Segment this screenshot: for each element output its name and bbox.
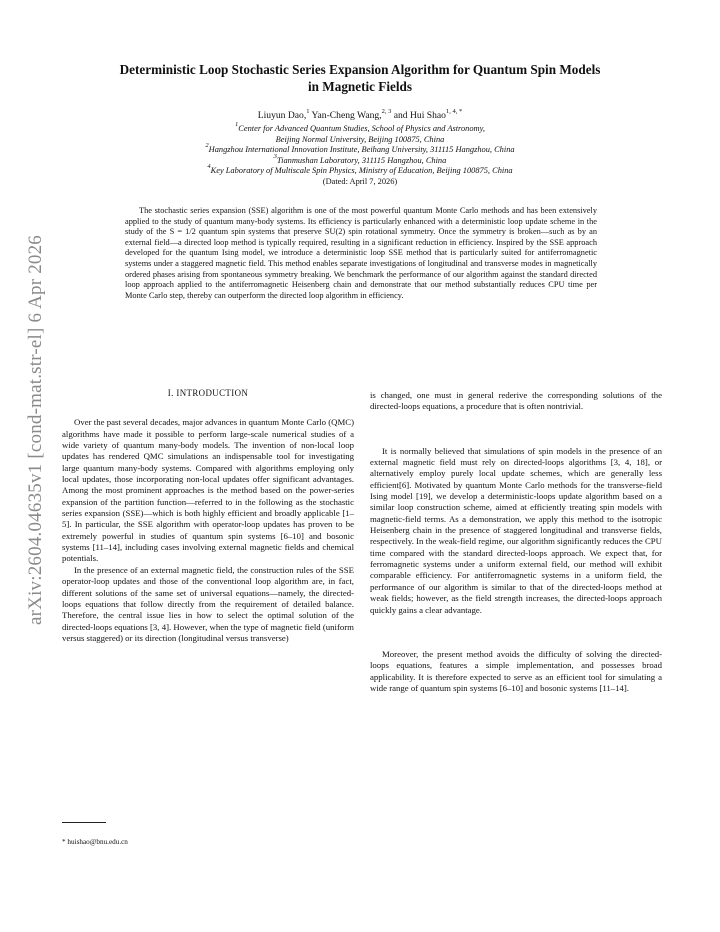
left-column — [62, 388, 354, 644]
abstract: The stochastic series expansion (SSE) algorithm is one of the most powerful quantum Monte Carlo methods and has been extensively applied to the study of quantum many-body systems. Its efficiency is particularly enhanced with a deterministic loop update scheme in the study of the S = 1/2 quantum spin systems that preserve SU(2) spin rotational symmetry. Once the symmetry is broken—such as by an external field—a directed loop method is typically required, resulting in a significant reduction in efficiency. Inspired by the SSE approach developed for the quantum Ising model, we introduce a deterministic loop SSE method that is particularly suited for antiferromagnetic systems under a staggered magnetic field. This method enables separate investigations of longitudinal and transverse modes in magnetically ordered phases arising from spontaneous symmetry breaking. We benchmark the performance of our algorithm against the standard directed loop approach applied to the antiferromagnetic Heisenberg chain and demonstrate that our method substantially reduces CPU time per Monte Carlo step, thereby can outperform the directed loop algorithm in efficiency. — [125, 206, 597, 300]
footnote-rule — [62, 822, 106, 823]
author-conjunction: and — [393, 110, 408, 121]
author-2-name: Yan-Cheng Wang, — [311, 110, 382, 121]
author-3-name: Hui Shao — [410, 110, 446, 121]
author-3-affil: 1, 4, * — [445, 107, 463, 115]
intro-paragraph-2: In the presence of an external magnetic field, the construction rules of the SSE operator-loop updates and those of the conventional loop algorithm are, in fact, different solutions of the same set of universal equations—namely, the directed-loops equations that follow directly from the requirement of detailed balance. Therefore, the central issue lies in how to select the optimal solution of the directed-loops equations [3, 4]. However, when the type of magnetic field (uniform versus staggered) or its direction (longitudinal versus transverse) — [62, 564, 354, 643]
section-heading: I. INTRODUCTION — [167, 388, 249, 398]
affiliation-1: $^1$Center for Advanced Quantum Studies, School of Physics and Astronomy, — [235, 120, 485, 133]
intro-paragraph-1: Over the past several decades, major advances in quantum Monte Carlo (QMC) algorithms have made it possible to perform large-scale numerical studies of a wide variety of quantum many-body models. The invention of non-local loop updates has rendered QMC simulations an indispensable tool for investigating large quantum many-body systems. Compared with algorithms employing only local updates, those incorporating non-local updates offer significant advantages. Among the most prominent approaches is the method based on the power-series expansion of the partition function—referred to in the following as the stochastic series expansion (SSE)—which is both highly efficient and broadly applicable [1–5]. In particular, the SSE algorithm with operator-loop updates has proven to be extremely powerful in studies of quantum spin systems [6–10] and bosonic systems [11–14], including cases involving external magnetic fields and chemical potentials. — [62, 417, 354, 564]
arxiv-identifier: arXiv:2604.04635v1 [cond-mat.str-el] 6 Apr 2026 — [25, 234, 46, 626]
author-list — [60, 107, 660, 121]
paragraph-gap — [370, 413, 662, 446]
affiliations — [60, 120, 660, 188]
author-1-name: Liuyun Dao, — [257, 110, 307, 121]
affiliation-4: $^4$Key Laboratory of Multiscale Spin Physics, Ministry of Education, Beijing 100875, China — [207, 163, 513, 176]
affiliation-2: $^2$Hangzhou International Innovation Institute, Beihang University, 311115 Hangzhou, China — [205, 142, 515, 155]
author-2-affil: 2, 3 — [381, 107, 392, 115]
footnote-email: * huishao@bnu.edu.cn — [62, 838, 128, 846]
author-1-affil: 1 — [306, 107, 310, 115]
date-line: (Dated: April 7, 2026) — [322, 176, 398, 186]
affiliation-3: $^3$Tianmushan Laboratory, 311115 Hangzhou, China — [273, 152, 447, 165]
title-line-1: Deterministic Loop Stochastic Series Expansion Algorithm for Quantum Spin Models — [119, 62, 601, 77]
paragraph-gap — [370, 616, 662, 649]
affiliation-1-cont: Beijing Normal University, Beijing 100875, China — [275, 134, 445, 144]
right-column — [370, 390, 662, 694]
paper-title — [60, 62, 660, 95]
arxiv-sidebar-stamp — [16, 220, 56, 640]
intro-paragraph-3: It is normally believed that simulations of spin models in the presence of an external magnetic field must rely on directed-loops algorithms [3, 4, 18], or alternatively employ purely local update schemes, which are generally less efficient[6]. Motivated by quantum Monte Carlo methods for the transverse-field Ising model [19], we develop a deterministic-loops update algorithm based on a similar loop construction scheme, aimed at efficiently treating spin models with magnetic-field terms. As a demonstration, we apply this method to the isotropic Heisenberg chain in the presence of staggered longitudinal and transverse fields, respectively. In the weak-field regime, our algorithm significantly reduces the CPU time compared with the standard directed-loops approach. We expect that, for ferromagnetic systems under a uniform external field, our method will exhibit comparable efficiency. For antiferromagnetic systems in a uniform field, the performance of our algorithm is similar to that of the directed-loops method at weak fields; however, as the field strength increases, the directed-loops approach quickly gains a clear advantage. — [370, 445, 662, 615]
title-line-2: in Magnetic Fields — [307, 78, 413, 94]
intro-paragraph-4: Moreover, the present method avoids the difficulty of solving the directed-loops equations, features a simple implementation, and possesses broad applicability. It is therefore expected to serve as an efficient tool for simulating a wide range of quantum spin systems [6–10] and bosonic systems [11–14]. — [370, 648, 662, 693]
intro-paragraph-2-cont: is changed, one must in general rederive the corresponding solutions of the directed-loops equations, a procedure that is often nontrivial. — [370, 390, 662, 412]
